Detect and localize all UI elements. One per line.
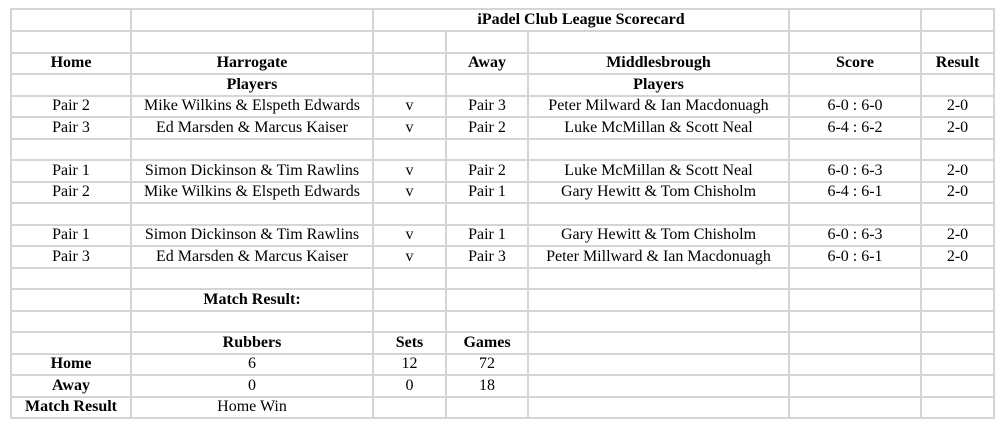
empty-cell [789, 9, 921, 31]
home-pair: Pair 1 [11, 160, 131, 182]
rubber-score: 6-0 : 6-3 [789, 225, 921, 247]
empty-cell [446, 74, 528, 96]
empty-cell [789, 268, 921, 290]
title-row [11, 9, 994, 31]
empty-cell [528, 289, 789, 311]
empty-cell [373, 289, 446, 311]
match-result-heading-row [11, 289, 994, 311]
empty-cell [528, 332, 789, 354]
empty-cell [921, 74, 994, 96]
empty-cell [11, 31, 131, 53]
empty-cell [528, 354, 789, 376]
rubber-result: 2-0 [921, 117, 994, 139]
rubber-score: 6-0 : 6-3 [789, 160, 921, 182]
empty-cell [131, 31, 373, 53]
empty-cell [528, 139, 789, 161]
rubber-score: 6-4 : 6-2 [789, 117, 921, 139]
away-rubbers-total: 0 [131, 375, 373, 397]
empty-cell [921, 332, 994, 354]
empty-cell [446, 139, 528, 161]
empty-cell [921, 9, 994, 31]
empty-cell [11, 311, 131, 333]
rubber-result: 2-0 [921, 182, 994, 204]
home-pair: Pair 3 [11, 246, 131, 268]
rubber-row [11, 96, 994, 118]
empty-cell [11, 139, 131, 161]
teams-header-row [11, 53, 994, 75]
home-rubbers-total: 6 [131, 354, 373, 376]
rubber-score: 6-0 : 6-0 [789, 96, 921, 118]
empty-cell [373, 53, 446, 75]
empty-cell [789, 31, 921, 53]
spacer-row [11, 31, 994, 53]
empty-cell [528, 31, 789, 53]
empty-cell [373, 311, 446, 333]
empty-cell [528, 311, 789, 333]
empty-cell [921, 268, 994, 290]
empty-cell [11, 332, 131, 354]
match-result-label: Match Result [11, 397, 131, 419]
away-players: Peter Milward & Ian Macdonuagh [528, 96, 789, 118]
empty-cell [789, 332, 921, 354]
home-players: Ed Marsden & Marcus Kaiser [131, 117, 373, 139]
home-sets-total: 12 [373, 354, 446, 376]
empty-cell [921, 139, 994, 161]
rubber-result: 2-0 [921, 160, 994, 182]
rubber-score: 6-0 : 6-1 [789, 246, 921, 268]
empty-cell [131, 9, 373, 31]
summary-away-label: Away [11, 375, 131, 397]
empty-cell [921, 397, 994, 419]
empty-cell [921, 354, 994, 376]
home-pair: Pair 2 [11, 96, 131, 118]
empty-cell [373, 139, 446, 161]
empty-cell [373, 31, 446, 53]
rubber-row [11, 160, 994, 182]
empty-cell [789, 375, 921, 397]
empty-cell [446, 203, 528, 225]
result-header: Result [921, 53, 994, 75]
versus: v [373, 96, 446, 118]
empty-cell [921, 375, 994, 397]
home-label: Home [11, 53, 131, 75]
summary-header-row [11, 332, 994, 354]
home-players: Mike Wilkins & Elspeth Edwards [131, 182, 373, 204]
empty-cell [789, 397, 921, 419]
empty-cell [789, 203, 921, 225]
empty-cell [131, 268, 373, 290]
home-players-header: Players [131, 74, 373, 96]
away-pair: Pair 3 [446, 96, 528, 118]
empty-cell [11, 268, 131, 290]
away-players: Gary Hewitt & Tom Chisholm [528, 182, 789, 204]
empty-cell [373, 203, 446, 225]
players-header-row [11, 74, 994, 96]
rubber-result: 2-0 [921, 225, 994, 247]
home-team-name: Harrogate [131, 53, 373, 75]
home-players: Mike Wilkins & Elspeth Edwards [131, 96, 373, 118]
match-result-value: Home Win [131, 397, 373, 419]
spacer-row [11, 311, 994, 333]
versus: v [373, 246, 446, 268]
empty-cell [131, 203, 373, 225]
rubber-row [11, 182, 994, 204]
away-pair: Pair 2 [446, 117, 528, 139]
away-pair: Pair 1 [446, 225, 528, 247]
away-pair: Pair 1 [446, 182, 528, 204]
empty-cell [446, 397, 528, 419]
empty-cell [373, 74, 446, 96]
score-header: Score [789, 53, 921, 75]
versus: v [373, 160, 446, 182]
spacer-row [11, 139, 994, 161]
rubber-row [11, 225, 994, 247]
empty-cell [789, 354, 921, 376]
rubber-score: 6-4 : 6-1 [789, 182, 921, 204]
empty-cell [373, 268, 446, 290]
empty-cell [921, 203, 994, 225]
away-players: Luke McMillan & Scott Neal [528, 117, 789, 139]
summary-away-row [11, 375, 994, 397]
empty-cell [528, 268, 789, 290]
empty-cell [11, 74, 131, 96]
empty-cell [11, 289, 131, 311]
away-sets-total: 0 [373, 375, 446, 397]
rubber-row [11, 117, 994, 139]
summary-home-row [11, 354, 994, 376]
rubber-result: 2-0 [921, 246, 994, 268]
empty-cell [446, 289, 528, 311]
versus: v [373, 225, 446, 247]
games-header: Games [446, 332, 528, 354]
away-pair: Pair 2 [446, 160, 528, 182]
home-pair: Pair 1 [11, 225, 131, 247]
home-players: Simon Dickinson & Tim Rawlins [131, 160, 373, 182]
away-players-header: Players [528, 74, 789, 96]
versus: v [373, 117, 446, 139]
empty-cell [921, 31, 994, 53]
empty-cell [921, 289, 994, 311]
empty-cell [373, 397, 446, 419]
away-team-name: Middlesbrough [528, 53, 789, 75]
home-pair: Pair 2 [11, 182, 131, 204]
match-result-heading: Match Result: [131, 289, 373, 311]
scorecard-table [10, 8, 995, 419]
empty-cell [131, 311, 373, 333]
empty-cell [446, 268, 528, 290]
empty-cell [11, 9, 131, 31]
empty-cell [446, 311, 528, 333]
rubber-row [11, 246, 994, 268]
away-players: Gary Hewitt & Tom Chisholm [528, 225, 789, 247]
match-result-row [11, 397, 994, 419]
empty-cell [528, 375, 789, 397]
empty-cell [789, 74, 921, 96]
spacer-row [11, 268, 994, 290]
empty-cell [789, 289, 921, 311]
empty-cell [446, 31, 528, 53]
summary-home-label: Home [11, 354, 131, 376]
empty-cell [789, 139, 921, 161]
empty-cell [528, 203, 789, 225]
versus: v [373, 182, 446, 204]
home-players: Ed Marsden & Marcus Kaiser [131, 246, 373, 268]
away-players: Luke McMillan & Scott Neal [528, 160, 789, 182]
home-pair: Pair 3 [11, 117, 131, 139]
empty-cell [131, 139, 373, 161]
empty-cell [789, 311, 921, 333]
rubbers-header: Rubbers [131, 332, 373, 354]
spacer-row [11, 203, 994, 225]
page-title: iPadel Club League Scorecard [373, 9, 789, 31]
away-label: Away [446, 53, 528, 75]
away-pair: Pair 3 [446, 246, 528, 268]
empty-cell [11, 203, 131, 225]
empty-cell [528, 397, 789, 419]
home-games-total: 72 [446, 354, 528, 376]
sets-header: Sets [373, 332, 446, 354]
home-players: Simon Dickinson & Tim Rawlins [131, 225, 373, 247]
away-players: Peter Millward & Ian Macdonuagh [528, 246, 789, 268]
empty-cell [921, 311, 994, 333]
rubber-result: 2-0 [921, 96, 994, 118]
away-games-total: 18 [446, 375, 528, 397]
